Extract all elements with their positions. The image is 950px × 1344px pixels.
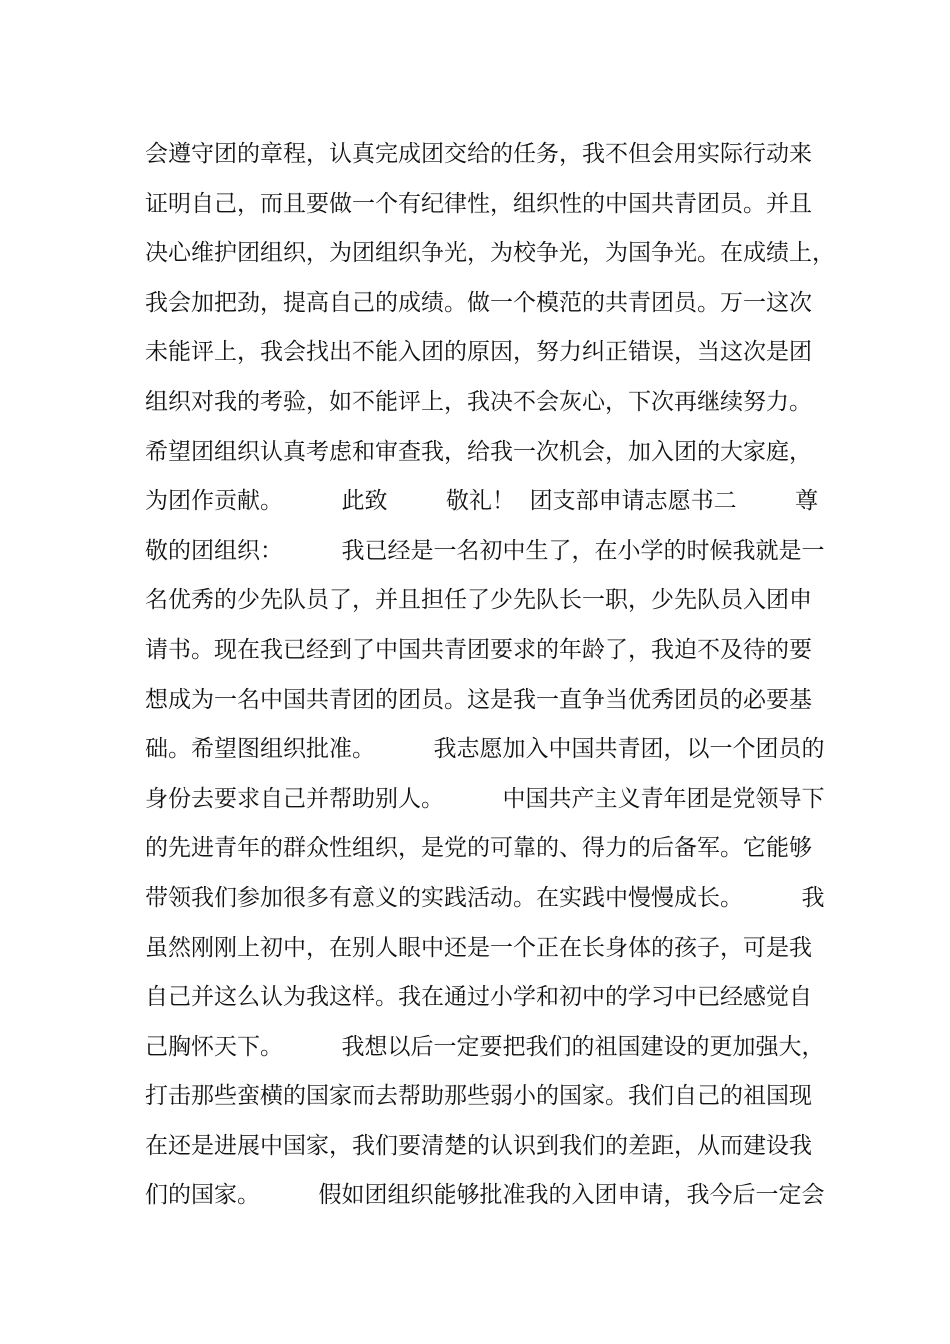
text-line: 虽然刚刚上初中，在别人眼中还是一个正在长身体的孩子，可是我	[145, 934, 812, 961]
text-line: 希望团组织认真考虑和审查我，给我一次机会，加入团的大家庭，	[145, 438, 812, 465]
body-text	[145, 130, 835, 1221]
text-line: 在还是进展中国家，我们要清楚的认识到我们的差距，从而建设我	[145, 1132, 812, 1159]
text-line: 请书。现在我已经到了中国共青团要求的年龄了，我迫不及待的要	[145, 636, 812, 663]
text-line: 想成为一名中国共青团的团员。这是我一直争当优秀团员的必要基	[145, 686, 812, 713]
text-line: 打击那些蛮横的国家而去帮助那些弱小的国家。我们自己的祖国现	[145, 1083, 812, 1110]
text-line: 为团作贡献。 此致 敬礼！ 团支部申请志愿书二 尊	[145, 488, 819, 515]
text-line: 础。希望图组织批准。 我志愿加入中国共青团，以一个团员的	[145, 736, 825, 763]
text-line: 我会加把劲，提高自己的成绩。做一个模范的共青团员。万一这次	[145, 289, 812, 316]
text-line: 己胸怀天下。 我想以后一定要把我们的祖国建设的更加强大，	[145, 1033, 825, 1060]
text-line: 带领我们参加很多有意义的实践活动。在实践中慢慢成长。 我	[145, 884, 825, 911]
text-line: 会遵守团的章程，认真完成团交给的任务，我不但会用实际行动来	[145, 141, 812, 167]
text-line: 证明自己，而且要做一个有纪律性，组织性的中国共青团员。并且	[145, 190, 812, 217]
text-line: 名优秀的少先队员了，并且担任了少先队长一职，少先队员入团申	[145, 587, 812, 614]
text-line: 敬的团组织： 我已经是一名初中生了，在小学的时候我就是一	[145, 537, 825, 564]
text-line: 们的国家。 假如团组织能够批准我的入团申请，我今后一定会	[145, 1182, 825, 1209]
text-line: 决心维护团组织，为团组织争光，为校争光，为国争光。在成绩上，	[145, 240, 835, 267]
text-line: 身份去要求自己并帮助别人。 中国共产主义青年团是党领导下	[145, 785, 825, 812]
text-line: 未能评上，我会找出不能入团的原因，努力纠正错误，当这次是团	[145, 339, 812, 366]
text-line: 的先进青年的群众性组织，是党的可靠的、得力的后备军。它能够	[145, 835, 812, 862]
text-line: 自己并这么认为我这样。我在通过小学和初中的学习中已经感觉自	[145, 984, 812, 1011]
text-line: 组织对我的考验，如不能评上，我决不会灰心，下次再继续努力。	[145, 388, 812, 415]
